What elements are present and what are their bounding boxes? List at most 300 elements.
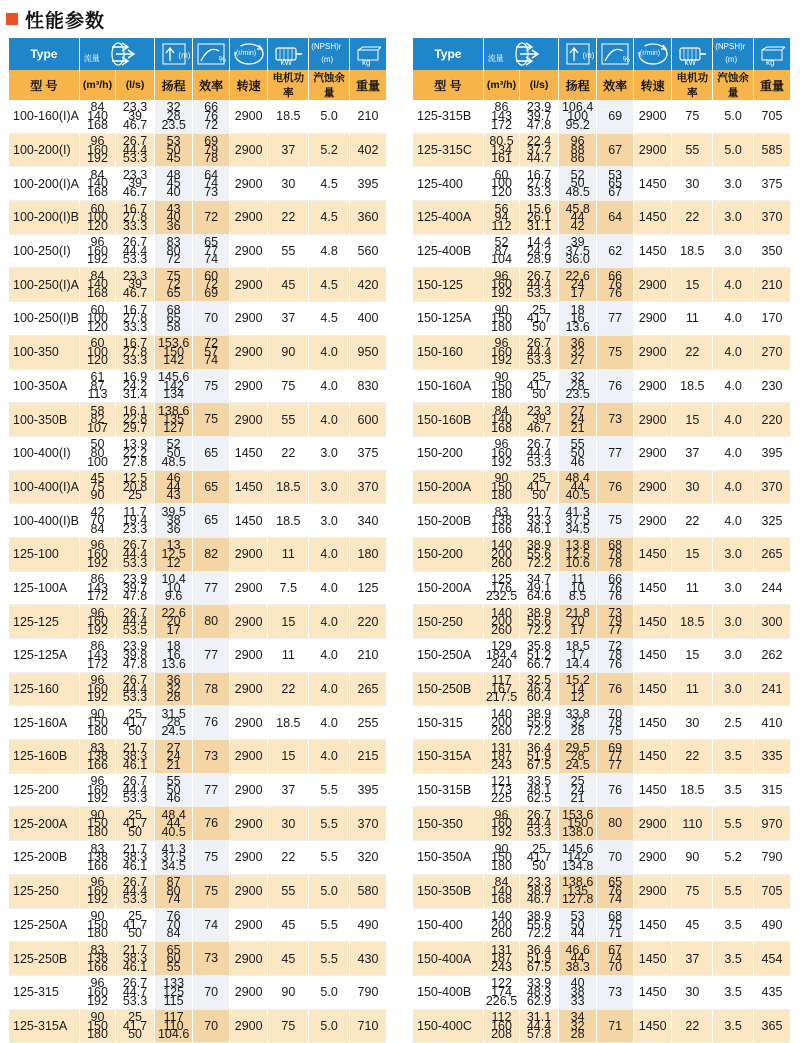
efficiency-cell: 65 76 74 xyxy=(597,874,633,908)
head-cell: 46.6 44 38.3 xyxy=(558,942,597,976)
flow-m3h-cell: 96 160 192 xyxy=(79,133,115,167)
header-npsh-cell xyxy=(713,38,754,70)
head-cell: 43 40 36 xyxy=(154,201,193,235)
speed-cell: 2900 xyxy=(633,268,672,302)
model-cell: 125-400 xyxy=(413,167,484,201)
weight-cell: 370 xyxy=(753,201,790,235)
head-cell: 40 38 33 xyxy=(558,975,597,1009)
flow-m3h-cell: 84 140 168 xyxy=(483,874,519,908)
npsh-cell: 5.5 xyxy=(309,841,350,875)
power-cell: 37 xyxy=(672,436,713,470)
model-cell: 125-160A xyxy=(9,706,80,740)
model-cell: 150-400A xyxy=(413,942,484,976)
power-cell: 75 xyxy=(268,369,309,403)
npsh-cell: 3.0 xyxy=(713,605,754,639)
table-row xyxy=(9,537,387,571)
table-row xyxy=(9,841,387,875)
weight-cell: 790 xyxy=(349,975,386,1009)
head-cell: 68 65 58 xyxy=(154,302,193,336)
model-cell: 150-125 xyxy=(413,268,484,302)
flow-ls-cell: 23.3 39 46.7 xyxy=(116,268,155,302)
efficiency-cell: 60 72 69 xyxy=(193,268,229,302)
speed-cell: 1450 xyxy=(633,773,672,807)
npsh-cell: 5.0 xyxy=(309,874,350,908)
table-row xyxy=(9,234,387,268)
flow-m3h-cell: 42 70 84 xyxy=(79,504,115,538)
efficiency-cell: 77 xyxy=(193,773,229,807)
speed-cell: 2900 xyxy=(229,201,268,235)
speed-cell: 2900 xyxy=(229,537,268,571)
speed-cell: 2900 xyxy=(633,807,672,841)
head-cell: 48 45 40 xyxy=(154,167,193,201)
npsh-cell: 5.0 xyxy=(713,133,754,167)
npsh-cell: 4.5 xyxy=(309,167,350,201)
head-cell: 52 50 48.5 xyxy=(558,167,597,201)
efficiency-cell: 75 xyxy=(193,874,229,908)
npsh-cell: 4.0 xyxy=(713,470,754,504)
npsh-cell: 3.5 xyxy=(713,1009,754,1043)
flow-m3h-cell: 112 160 208 xyxy=(483,1009,519,1043)
speed-cell: 1450 xyxy=(633,234,672,268)
header-model: 型 号 xyxy=(9,70,80,100)
table-row xyxy=(413,672,791,706)
table-row xyxy=(9,268,387,302)
flow-m3h-cell: 58 82 107 xyxy=(79,403,115,437)
speed-cell: 2900 xyxy=(633,335,672,369)
flow-ls-cell: 26.7 44.4 53.3 xyxy=(116,537,155,571)
header-power: 电机功率 xyxy=(672,70,713,100)
head-cell: 145.6 142 134 xyxy=(154,369,193,403)
header-weight-icon-cell xyxy=(753,38,790,70)
flow-m3h-cell: 90 150 180 xyxy=(79,807,115,841)
head-cell: 41.3 37.5 34.5 xyxy=(558,504,597,538)
power-cell: 90 xyxy=(672,841,713,875)
speed-cell: 2900 xyxy=(229,268,268,302)
head-cell: 117 110 104.6 xyxy=(154,1009,193,1043)
head-cell: 87 80 74 xyxy=(154,874,193,908)
npsh-cell: 5.2 xyxy=(309,133,350,167)
speed-cell: 1450 xyxy=(633,1009,672,1043)
flow-ls-cell: 21.7 33.3 46.1 xyxy=(520,504,559,538)
npsh-cell: 4.0 xyxy=(713,302,754,336)
power-cell: 22 xyxy=(672,201,713,235)
power-cell: 22 xyxy=(672,504,713,538)
efficiency-cell: 65 xyxy=(193,436,229,470)
weight-cell: 244 xyxy=(753,571,790,605)
model-cell: 100-350B xyxy=(9,403,80,437)
flow-ls-cell: 16.7 27.8 33.3 xyxy=(116,201,155,235)
efficiency-cell: 64 xyxy=(597,201,633,235)
flow-ls-cell: 25 41.7 50 xyxy=(116,908,155,942)
table-row xyxy=(413,403,791,437)
flow-m3h-cell: 84 140 168 xyxy=(79,100,115,133)
flow-ls-cell: 25 41.7 50 xyxy=(116,807,155,841)
power-cell: 15 xyxy=(672,268,713,302)
npsh-cell: 4.0 xyxy=(309,369,350,403)
npsh-cell: 4.0 xyxy=(309,537,350,571)
head-cell: 18.5 17 14.4 xyxy=(558,639,597,673)
power-cell: 90 xyxy=(268,975,309,1009)
weight-cell: 215 xyxy=(349,740,386,774)
weight-cell: 220 xyxy=(349,605,386,639)
header-weight: 重量 xyxy=(349,70,386,100)
header-model: 型 号 xyxy=(413,70,484,100)
flow-m3h-cell: 96 160 192 xyxy=(483,268,519,302)
efficiency-cell: 64 74 73 xyxy=(193,167,229,201)
speed-cell: 2900 xyxy=(229,100,268,133)
speed-cell: 1450 xyxy=(229,436,268,470)
model-cell: 125-100 xyxy=(9,537,80,571)
header-speed-icon-cell xyxy=(633,38,672,70)
speed-cell: 2900 xyxy=(229,234,268,268)
power-cell: 30 xyxy=(672,706,713,740)
flow-m3h-cell: 96 160 192 xyxy=(483,807,519,841)
table-row xyxy=(9,133,387,167)
table-row xyxy=(9,436,387,470)
model-cell: 150-350A xyxy=(413,841,484,875)
head-cell: 33.8 32 28 xyxy=(558,706,597,740)
flow-ls-cell: 33.9 48.3 62.9 xyxy=(520,975,559,1009)
efficiency-cell: 76 xyxy=(193,706,229,740)
speed-cell: 2900 xyxy=(633,403,672,437)
flow-m3h-cell: 131 187 243 xyxy=(483,740,519,774)
speed-cell: 1450 xyxy=(633,605,672,639)
flow-m3h-cell: 96 160 192 xyxy=(79,874,115,908)
flow-m3h-cell: 140 200 260 xyxy=(483,706,519,740)
table-row xyxy=(9,874,387,908)
npsh-cell: 3.5 xyxy=(713,942,754,976)
flow-m3h-cell: 129 184.4 240 xyxy=(483,639,519,673)
efficiency-cell: 65 77 74 xyxy=(193,234,229,268)
table-row xyxy=(413,167,791,201)
table-row xyxy=(413,908,791,942)
table-row xyxy=(9,100,387,133)
model-cell: 100-350 xyxy=(9,335,80,369)
header-npsh: 汽蚀余量 xyxy=(713,70,754,100)
head-cell: 15.2 14 12 xyxy=(558,672,597,706)
flow-ls-cell: 23.3 39 46.7 xyxy=(116,100,155,133)
header-npsh-unit: (NPSH)r xyxy=(715,42,746,51)
speed-cell: 1450 xyxy=(229,470,268,504)
weight-cell: 370 xyxy=(349,807,386,841)
flow-m3h-cell: 96 160 192 xyxy=(483,335,519,369)
model-cell: 125-160B xyxy=(9,740,80,774)
npsh-cell: 3.0 xyxy=(309,436,350,470)
npsh-cell: 4.0 xyxy=(713,268,754,302)
table-row xyxy=(9,773,387,807)
efficiency-cell: 76 xyxy=(193,807,229,841)
head-cell: 27 24 21 xyxy=(154,740,193,774)
table-row xyxy=(9,975,387,1009)
efficiency-cell: 73 79 77 xyxy=(597,605,633,639)
flow-m3h-cell: 90 150 180 xyxy=(79,1009,115,1043)
model-cell: 150-315B xyxy=(413,773,484,807)
power-cell: 11 xyxy=(268,639,309,673)
model-cell: 125-250B xyxy=(9,942,80,976)
npsh-cell: 4.0 xyxy=(713,369,754,403)
weight-cell: 300 xyxy=(753,605,790,639)
flow-ls-cell: 36.4 51.9 67.5 xyxy=(520,740,559,774)
weight-cell: 430 xyxy=(349,942,386,976)
flow-m3h-cell: 90 150 180 xyxy=(483,302,519,336)
header-weight-unit: kg xyxy=(765,58,775,67)
header-speed-icon-cell xyxy=(229,38,268,70)
head-cell: 145.6 142 134.8 xyxy=(558,841,597,875)
power-cell: 45 xyxy=(672,908,713,942)
weight-cell: 490 xyxy=(753,908,790,942)
flow-m3h-cell: 96 160 192 xyxy=(79,605,115,639)
weight-cell: 320 xyxy=(349,841,386,875)
head-cell: 53 50 44 xyxy=(558,908,597,942)
speed-cell: 1450 xyxy=(633,908,672,942)
model-cell: 150-160A xyxy=(413,369,484,403)
head-cell: 96 88 86 xyxy=(558,133,597,167)
efficiency-cell: 69 77 77 xyxy=(597,740,633,774)
npsh-cell: 5.0 xyxy=(713,100,754,133)
flow-ls-cell: 23.9 39.8 47.8 xyxy=(116,639,155,673)
speed-cell: 1450 xyxy=(633,201,672,235)
speed-cell: 1450 xyxy=(633,639,672,673)
header-power-icon-cell xyxy=(672,38,713,70)
speed-cell: 1450 xyxy=(633,537,672,571)
weight-cell: 350 xyxy=(753,234,790,268)
flow-ls-cell: 25 41.7 50 xyxy=(520,302,559,336)
power-cell: 11 xyxy=(672,571,713,605)
model-cell: 150-400C xyxy=(413,1009,484,1043)
head-cell: 32 28 23.5 xyxy=(558,369,597,403)
efficiency-cell: 70 xyxy=(193,302,229,336)
efficiency-cell: 73 xyxy=(597,403,633,437)
flow-ls-cell: 26.7 44.4 53.3 xyxy=(520,335,559,369)
efficiency-cell: 80 xyxy=(193,605,229,639)
flow-m3h-cell: 84 140 168 xyxy=(79,268,115,302)
flow-m3h-cell: 83 138 166 xyxy=(483,504,519,538)
flow-ls-cell: 26.7 44.4 53.3 xyxy=(116,672,155,706)
flow-ls-cell: 26.7 44.4 53.3 xyxy=(116,773,155,807)
flow-ls-cell: 16.7 27.8 33.3 xyxy=(520,167,559,201)
power-cell: 11 xyxy=(268,537,309,571)
head-cell: 22.6 20 17 xyxy=(154,605,193,639)
model-cell: 125-250 xyxy=(9,874,80,908)
page-title xyxy=(6,4,105,34)
head-cell: 36 32 27 xyxy=(558,335,597,369)
table-row xyxy=(9,302,387,336)
efficiency-cell: 77 xyxy=(193,571,229,605)
table-row xyxy=(413,874,791,908)
efficiency-cell: 76 xyxy=(597,773,633,807)
speed-cell: 2900 xyxy=(633,133,672,167)
table-row xyxy=(9,470,387,504)
model-cell: 150-160B xyxy=(413,403,484,437)
weight-cell: 705 xyxy=(753,874,790,908)
speed-cell: 2900 xyxy=(229,807,268,841)
efficiency-cell: 74 xyxy=(193,908,229,942)
speed-cell: 2900 xyxy=(633,841,672,875)
weight-cell: 705 xyxy=(753,100,790,133)
npsh-cell: 3.0 xyxy=(713,167,754,201)
flow-ls-cell: 21.7 38.3 46.1 xyxy=(116,942,155,976)
power-cell: 75 xyxy=(672,874,713,908)
head-cell: 41.3 37.5 34.5 xyxy=(154,841,193,875)
model-cell: 100-250(I)A xyxy=(9,268,80,302)
power-cell: 90 xyxy=(268,335,309,369)
weight-cell: 325 xyxy=(753,504,790,538)
header-flow-ls: (l/s) xyxy=(116,70,155,100)
header-flow-m3h: (m³/h) xyxy=(79,70,115,100)
speed-cell: 2900 xyxy=(229,1009,268,1043)
flow-m3h-cell: 61 87 113 xyxy=(79,369,115,403)
model-cell: 150-250A xyxy=(413,639,484,673)
flow-ls-cell: 26.7 44.4 53.3 xyxy=(116,234,155,268)
flow-ls-cell: 26.7 44.4 53.3 xyxy=(520,807,559,841)
power-cell: 18.5 xyxy=(268,504,309,538)
model-cell: 150-125A xyxy=(413,302,484,336)
npsh-cell: 4.0 xyxy=(309,605,350,639)
table-row xyxy=(9,639,387,673)
table-row xyxy=(413,706,791,740)
power-cell: 22 xyxy=(672,335,713,369)
table-row xyxy=(9,672,387,706)
power-cell: 22 xyxy=(268,672,309,706)
flow-m3h-cell: 60 100 120 xyxy=(79,302,115,336)
npsh-cell: 5.5 xyxy=(309,807,350,841)
weight-cell: 580 xyxy=(349,874,386,908)
efficiency-cell: 77 xyxy=(193,639,229,673)
model-cell: 150-200 xyxy=(413,436,484,470)
header-type: Type xyxy=(413,38,484,70)
power-cell: 15 xyxy=(268,740,309,774)
head-cell: 53 50 45 xyxy=(154,133,193,167)
flow-ls-cell: 26.7 44.4 53.3 xyxy=(116,874,155,908)
flow-ls-cell: 25 41.7 50 xyxy=(520,841,559,875)
power-cell: 55 xyxy=(268,234,309,268)
model-cell: 125-160 xyxy=(9,672,80,706)
efficiency-cell: 71 xyxy=(597,1009,633,1043)
efficiency-cell: 75 xyxy=(193,369,229,403)
npsh-cell: 4.0 xyxy=(713,335,754,369)
weight-cell: 420 xyxy=(349,268,386,302)
table-row xyxy=(413,268,791,302)
head-cell: 138.6 135 127.8 xyxy=(558,874,597,908)
flow-ls-cell: 25 41.7 50 xyxy=(520,369,559,403)
flow-m3h-cell: 96 160 192 xyxy=(79,975,115,1009)
head-cell: 153.6 150 142 xyxy=(154,335,193,369)
weight-cell: 710 xyxy=(349,1009,386,1043)
flow-m3h-cell: 84 140 168 xyxy=(79,167,115,201)
flow-m3h-cell: 45 75 90 xyxy=(79,470,115,504)
flow-m3h-cell: 84 140 168 xyxy=(483,403,519,437)
power-cell: 37 xyxy=(268,302,309,336)
flow-ls-cell: 16.7 27.8 33.3 xyxy=(116,335,155,369)
head-cell: 48.4 44 40.5 xyxy=(558,470,597,504)
head-cell: 27 24 21 xyxy=(558,403,597,437)
flow-m3h-cell: 56 94 112 xyxy=(483,201,519,235)
header-weight: 重量 xyxy=(753,70,790,100)
speed-cell: 2900 xyxy=(633,436,672,470)
weight-cell: 210 xyxy=(349,100,386,133)
table-row xyxy=(413,639,791,673)
efficiency-cell: 77 xyxy=(597,302,633,336)
model-cell: 150-200 xyxy=(413,537,484,571)
flow-ls-cell: 34.7 49.1 64.6 xyxy=(520,571,559,605)
flow-ls-cell: 26.7 44.7 53.3 xyxy=(116,975,155,1009)
model-cell: 100-400(I)B xyxy=(9,504,80,538)
speed-cell: 2900 xyxy=(229,975,268,1009)
speed-cell: 2900 xyxy=(229,403,268,437)
npsh-cell: 5.5 xyxy=(713,874,754,908)
header-eff-icon-cell xyxy=(193,38,229,70)
power-cell: 15 xyxy=(672,537,713,571)
head-cell: 39.5 38 36 xyxy=(154,504,193,538)
power-cell: 18.5 xyxy=(268,470,309,504)
npsh-cell: 5.0 xyxy=(309,100,350,133)
efficiency-cell: 69 79 78 xyxy=(193,133,229,167)
efficiency-cell: 70 xyxy=(193,975,229,1009)
title-text: 性能参数 xyxy=(25,10,106,32)
flow-m3h-cell: 131 187 243 xyxy=(483,942,519,976)
model-cell: 150-200A xyxy=(413,571,484,605)
npsh-cell: 3.0 xyxy=(309,504,350,538)
npsh-cell: 4.0 xyxy=(309,571,350,605)
head-cell: 55 50 46 xyxy=(154,773,193,807)
flow-m3h-cell: 83 138 166 xyxy=(79,841,115,875)
weight-cell: 360 xyxy=(349,201,386,235)
flow-m3h-cell: 140 200 260 xyxy=(483,537,519,571)
header-weight-unit: kg xyxy=(361,58,371,67)
flow-m3h-cell: 86 143 172 xyxy=(79,639,115,673)
table-row xyxy=(413,841,791,875)
head-cell: 76 70 84 xyxy=(154,908,193,942)
flow-ls-cell: 16.7 27.8 33.3 xyxy=(116,302,155,336)
flow-ls-cell: 22.4 37.2 44.7 xyxy=(520,133,559,167)
model-cell: 150-250B xyxy=(413,672,484,706)
power-cell: 18.5 xyxy=(672,605,713,639)
flow-ls-cell: 11.7 19.4 23.3 xyxy=(116,504,155,538)
table-row xyxy=(9,605,387,639)
model-cell: 150-315A xyxy=(413,740,484,774)
model-cell: 125-200 xyxy=(9,773,80,807)
table-row xyxy=(9,942,387,976)
flow-m3h-cell: 83 138 166 xyxy=(79,740,115,774)
table-row xyxy=(9,908,387,942)
speed-cell: 2900 xyxy=(229,841,268,875)
weight-cell: 454 xyxy=(753,942,790,976)
speed-cell: 2900 xyxy=(633,470,672,504)
npsh-cell: 3.0 xyxy=(713,639,754,673)
speed-cell: 2900 xyxy=(229,942,268,976)
header-flow-icon-cell xyxy=(483,38,558,70)
weight-cell: 490 xyxy=(349,908,386,942)
speed-cell: 1450 xyxy=(633,706,672,740)
head-cell: 45.8 44 42 xyxy=(558,201,597,235)
head-cell: 83 80 72 xyxy=(154,234,193,268)
flow-ls-cell: 25 41.7 50 xyxy=(116,706,155,740)
flow-m3h-cell: 96 160 192 xyxy=(79,672,115,706)
npsh-cell: 5.2 xyxy=(713,841,754,875)
head-cell: 18 16 13.6 xyxy=(558,302,597,336)
efficiency-cell: 75 xyxy=(597,335,633,369)
performance-table-left xyxy=(8,38,386,1043)
speed-cell: 2900 xyxy=(229,908,268,942)
table-row xyxy=(9,504,387,538)
model-cell: 125-200B xyxy=(9,841,80,875)
weight-cell: 241 xyxy=(753,672,790,706)
power-cell: 30 xyxy=(268,167,309,201)
header-speed-unit: (r/min) xyxy=(639,50,661,57)
flow-m3h-cell: 90 150 180 xyxy=(483,369,519,403)
flow-ls-cell: 33.5 48.1 62.5 xyxy=(520,773,559,807)
flow-m3h-cell: 121 173 225 xyxy=(483,773,519,807)
